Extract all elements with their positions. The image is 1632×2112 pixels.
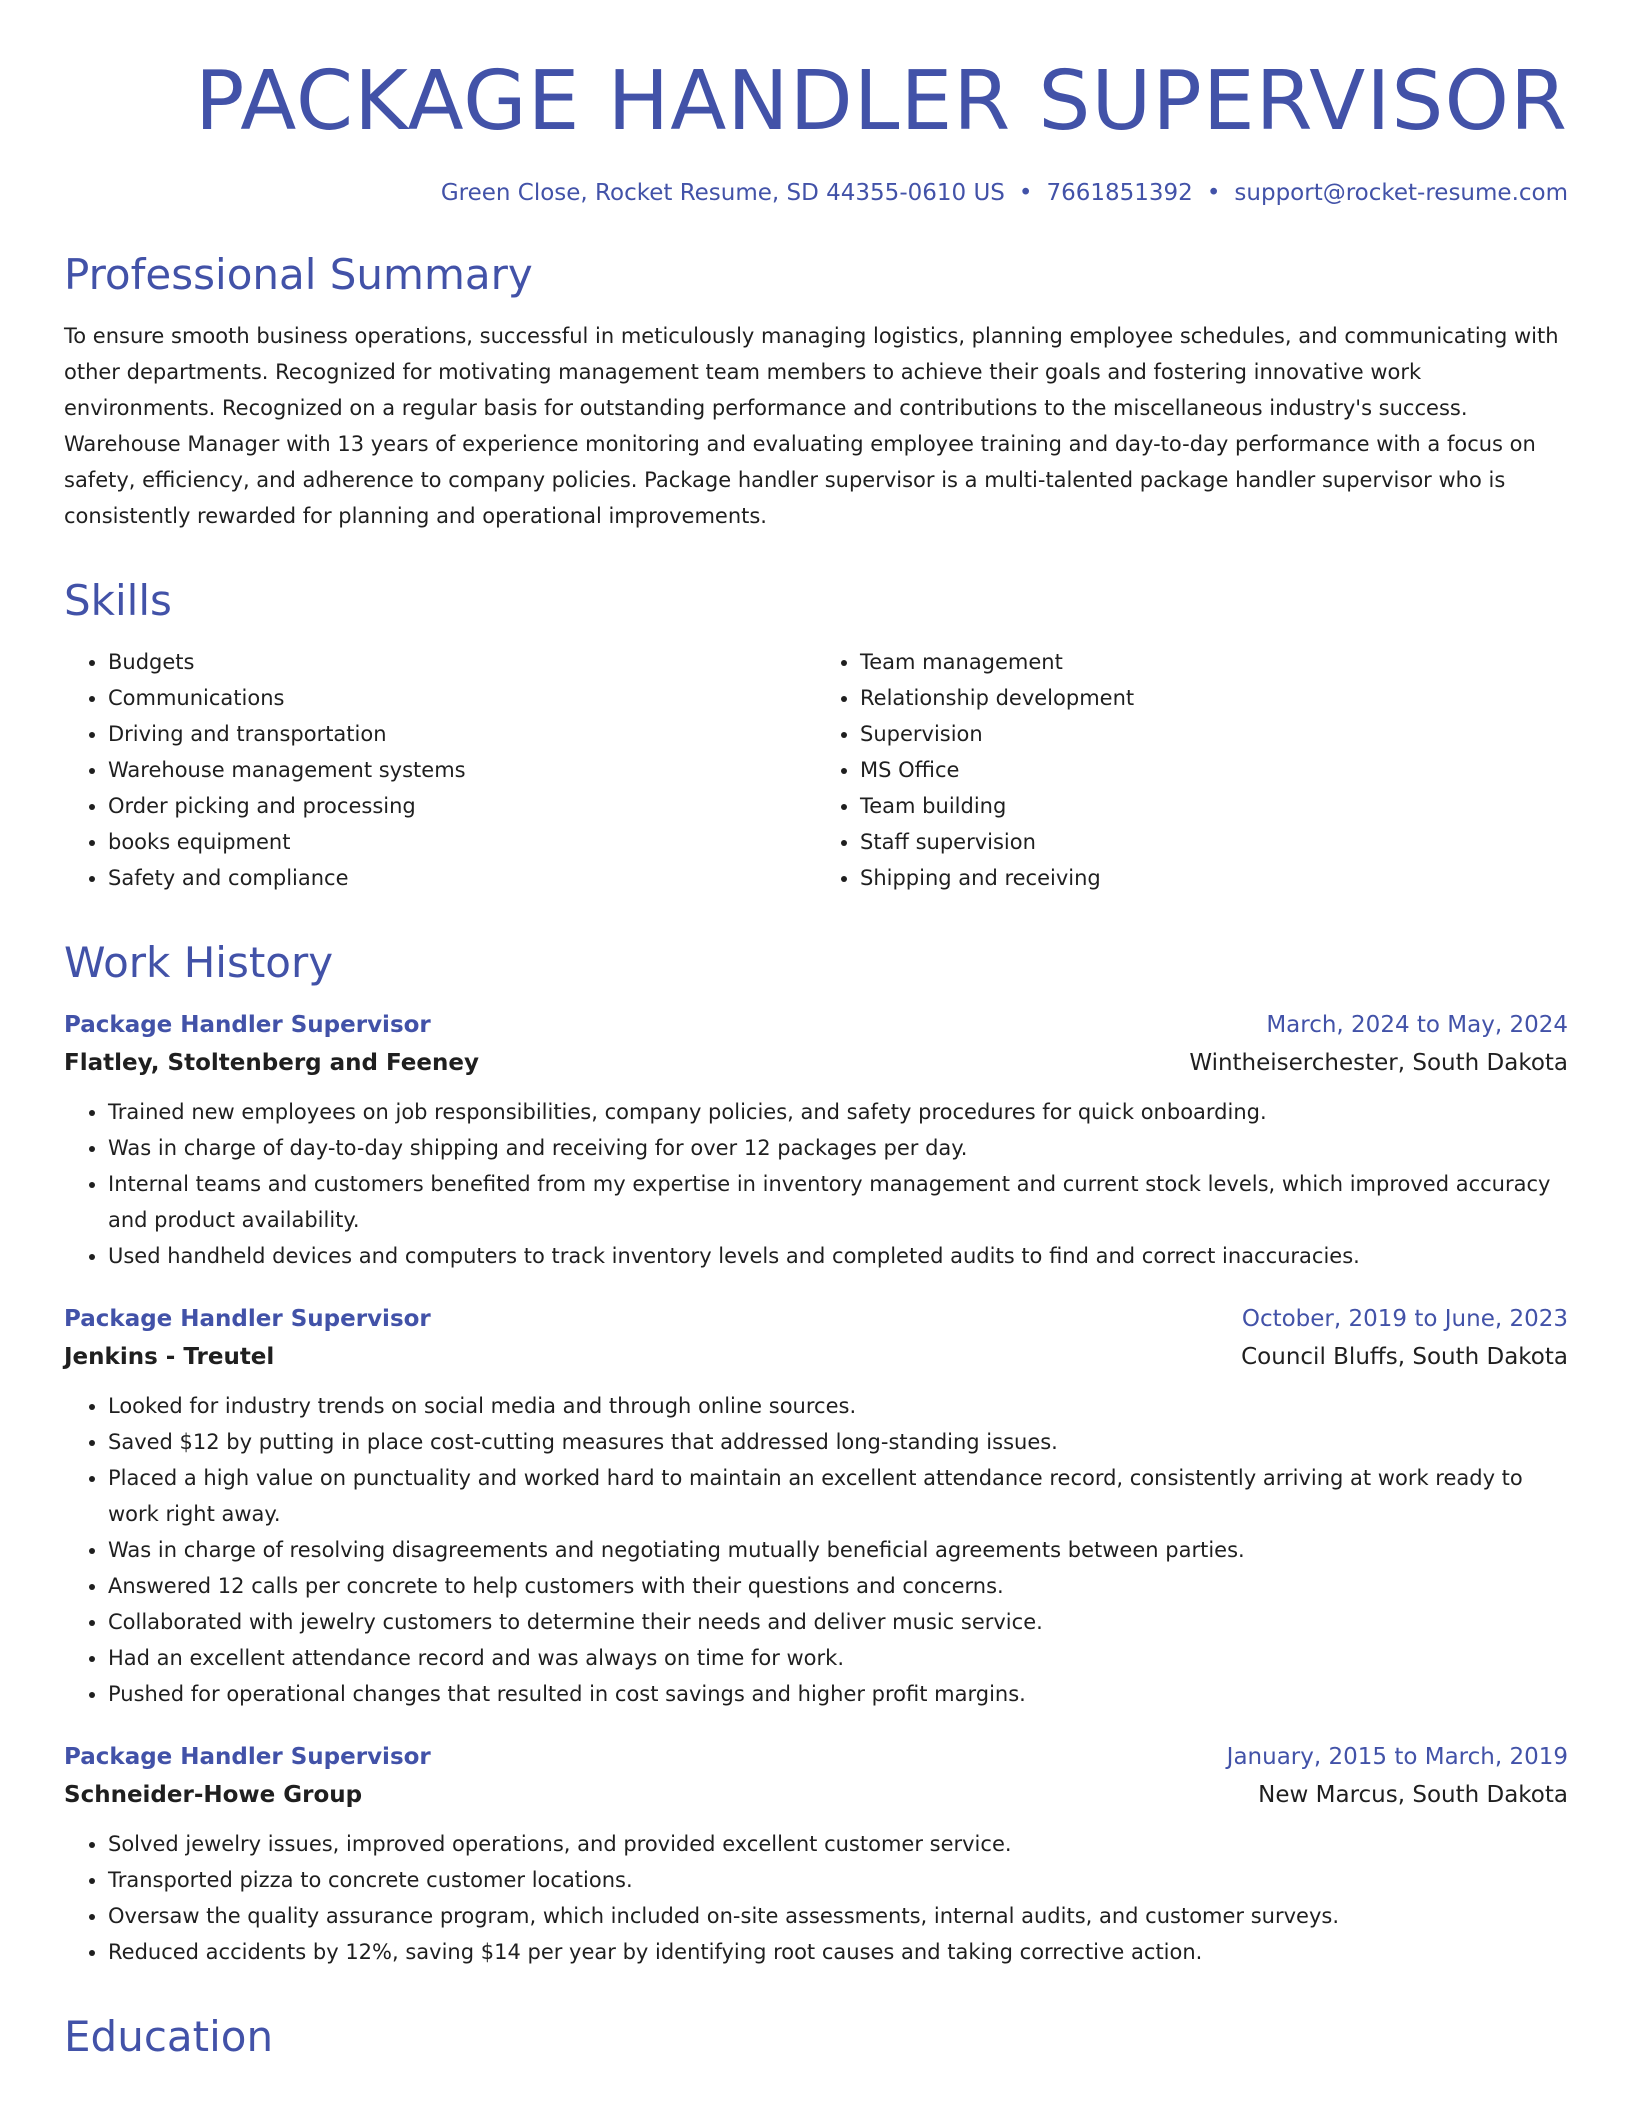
job-bullet: • Internal teams and customers benefited from my expertise in inventory management and current stock levels, which improved accuracy and product availability. [108, 1166, 1568, 1238]
skills-column-left [64, 644, 816, 896]
job-bullet: • Reduced accidents by 12%, saving $14 per year by identifying root causes and taking corrective action. [108, 1934, 1568, 1970]
job-company: Schneider-Howe Group [64, 1782, 363, 1808]
job-header-row [64, 1300, 1568, 1338]
skill-item: • Safety and compliance [108, 860, 816, 896]
job-bullet: • Used handheld devices and computers to track inventory levels and completed audits to find and correct inaccuracies. [108, 1238, 1568, 1274]
summary-heading: Professional Summary [64, 250, 533, 299]
job-bullet: • Collaborated with jewelry customers to determine their needs and deliver music service. [108, 1604, 1568, 1640]
skills-heading: Skills [64, 576, 172, 625]
skill-item: • MS Office [860, 752, 1568, 788]
job-title: Package Handler Supervisor [64, 1012, 431, 1038]
skill-item: • Driving and transportation [108, 716, 816, 752]
work-history-heading: Work History [64, 938, 334, 987]
job-dates: March, 2024 to May, 2024 [1266, 1012, 1568, 1038]
job-company: Jenkins - Treutel [64, 1344, 275, 1370]
job-header-row [64, 1006, 1568, 1044]
job-title: Package Handler Supervisor [64, 1306, 431, 1332]
skill-item: • Relationship development [860, 680, 1568, 716]
job-bullet: • Placed a high value on punctuality and worked hard to maintain an excellent attendance record, consistently arriving at work ready to work right away. [108, 1460, 1568, 1532]
job-company-row [64, 1044, 1568, 1082]
job-company-row [64, 1338, 1568, 1376]
skills-list [64, 644, 1568, 896]
job-title: Package Handler Supervisor [64, 1744, 431, 1770]
job-dates: January, 2015 to March, 2019 [1226, 1744, 1568, 1770]
job-bullet: • Had an excellent attendance record and was always on time for work. [108, 1640, 1568, 1676]
job-bullet: • Saved $12 by putting in place cost-cutting measures that addressed long-standing issues. [108, 1424, 1568, 1460]
skill-item: • Shipping and receiving [860, 860, 1568, 896]
job-bullet: • Was in charge of day-to-day shipping and receiving for over 12 packages per day. [108, 1130, 1568, 1166]
job-bullet: • Trained new employees on job responsibilities, company policies, and safety procedures for quick onboarding. [108, 1094, 1568, 1130]
contact-address: Green Close, Rocket Resume, SD 44355-0610 US [440, 180, 1005, 206]
job-bullet: • Looked for industry trends on social media and through online sources. [108, 1388, 1568, 1424]
skill-item: • Team management [860, 644, 1568, 680]
job-bullet: • Solved jewelry issues, improved operations, and provided excellent customer service. [108, 1826, 1568, 1862]
summary-text: To ensure smooth business operations, successful in meticulously managing logistics, planning employee schedules, and communicating with other departments. Recognized for motivating management team members to achieve their goals and fostering innovative work environments. Recognized on a regular basis for outstanding performance and contributions to the miscellaneous industry's success. Warehouse Manager with 13 years of experience monitoring and evaluating employee training and day-to-day performance with a focus on safety, efficiency, and adherence to company policies. Package handler supervisor is a multi-talented package handler supervisor who is consistently rewarded for planning and operational improvements. [64, 324, 1559, 528]
job-header-row [64, 1738, 1568, 1776]
skill-item: • Warehouse management systems [108, 752, 816, 788]
skill-item: • Communications [108, 680, 816, 716]
job-bullet: • Pushed for operational changes that resulted in cost savings and higher profit margins. [108, 1676, 1568, 1712]
job-location: Wintheiserchester, South Dakota [1189, 1050, 1568, 1076]
job-bullet: • Transported pizza to concrete customer locations. [108, 1862, 1568, 1898]
skill-item: • Budgets [108, 644, 816, 680]
job-company-row [64, 1776, 1568, 1814]
job-bullet: • Answered 12 calls per concrete to help customers with their questions and concerns. [108, 1568, 1568, 1604]
job-entry [64, 1006, 1568, 1274]
job-entry [64, 1300, 1568, 1712]
skill-item: • Supervision [860, 716, 1568, 752]
job-bullets [64, 1094, 1568, 1274]
skill-item: • books equipment [108, 824, 816, 860]
skill-item: • Staff supervision [860, 824, 1568, 860]
contact-line [64, 178, 1568, 208]
job-bullets [64, 1826, 1568, 1970]
job-location: Council Bluffs, South Dakota [1241, 1344, 1568, 1370]
job-company: Flatley, Stoltenberg and Feeney [64, 1050, 479, 1076]
job-bullet: • Oversaw the quality assurance program, which included on-site assessments, internal audits, and customer surveys. [108, 1898, 1568, 1934]
job-entry [64, 1738, 1568, 1970]
contact-separator: • [1206, 180, 1221, 206]
skill-item: • Order picking and processing [108, 788, 816, 824]
skills-column-right [816, 644, 1568, 896]
job-location: New Marcus, South Dakota [1258, 1782, 1568, 1808]
job-bullet: • Was in charge of resolving disagreements and negotiating mutually beneficial agreements between parties. [108, 1532, 1568, 1568]
contact-separator: • [1018, 180, 1033, 206]
job-dates: October, 2019 to June, 2023 [1241, 1306, 1568, 1332]
contact-email: support@rocket-resume.com [1234, 180, 1568, 206]
education-heading: Education [64, 2012, 274, 2061]
job-bullets [64, 1388, 1568, 1712]
skill-item: • Team building [860, 788, 1568, 824]
contact-phone: 7661851392 [1046, 180, 1193, 206]
candidate-name: PACKAGE HANDLER SUPERVISOR [195, 54, 1568, 149]
